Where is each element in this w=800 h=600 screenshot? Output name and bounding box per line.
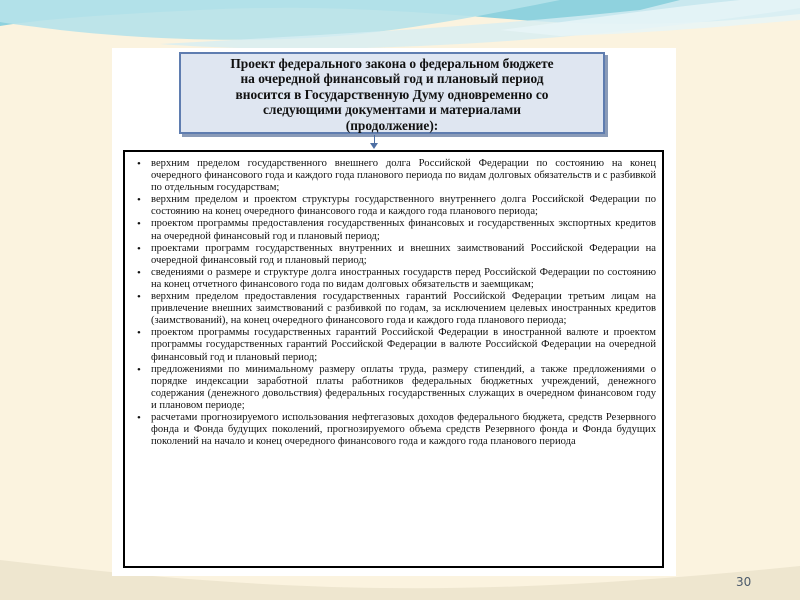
title-line: следующими документами и материалами	[262, 102, 522, 118]
list-item: • верхним пределом и проектом структуры государственного внутреннего долга Российской Федерации по состоянию на конец очередного финансового года и каждого года планового периода;	[135, 194, 656, 218]
document-list	[135, 158, 656, 448]
title-line: на очередной финансовый год и плановый период	[240, 71, 544, 87]
list-item: • проектом программы государственных гарантий Российской Федерации в иностранной валюте и проектом программы государственных гарантий Российской Федерации в валюте Российской Федерации на очередной финансовый год и плановый период;	[135, 327, 656, 363]
list-item: • предложениями по минимальному размеру оплаты труда, размеру стипендий, а также предложениями о порядке индексации заработной платы работников федеральных бюджетных учреждений, денежного содержания (денежного довольствия) федеральных государственных служащих в очередном финансовом году и плановом периоде;	[135, 364, 656, 412]
title-line: вносится в Государственную Думу одновременно со	[235, 86, 549, 102]
connector-arrow-icon	[370, 143, 378, 149]
title-line: Проект федерального закона о федеральном бюджете	[230, 56, 554, 71]
list-item: • верхним пределом государственного внешнего долга Российской Федерации по состоянию на конец очередного финансового года и каждого года планового периода по видам долговых обязательств и с разбивкой по отдельным государствам;	[135, 158, 656, 194]
title-box	[179, 52, 605, 134]
title-line: (продолжение):	[345, 117, 439, 133]
list-item: • сведениями о размере и структуре долга иностранных государств перед Российской Федерации по состоянию на конец отчетного финансового года по видам долговых обязательств и заемщикам;	[135, 267, 656, 291]
list-item: • проектами программ государственных внутренних и внешних заимствований Российской Федерации на очередной финансовый год и плановый период;	[135, 243, 656, 267]
list-item: • расчетами прогнозируемого использования нефтегазовых доходов федерального бюджета, средств Резервного фонда и Фонда будущих поколений, прогнозируемого объема средств Резервного фонда и Фонда будущих поколений на начало и конец очередного финансового года и каждого года планового периода	[135, 412, 656, 448]
document-list-box	[123, 150, 664, 568]
list-item: • проектом программы предоставления государственных финансовых и государственных экспортных кредитов на очередной финансовый год и плановый период;	[135, 218, 656, 242]
list-item: • верхним пределом предоставления государственных гарантий Российской Федерации третьим лицам на привлечение внешних заимствований с разбивкой по годам, за исключением целевых иностранных кредитов (заимствований), на конец очередного финансового года и каждого года планового периода;	[135, 291, 656, 327]
page-number: 30	[736, 575, 752, 589]
